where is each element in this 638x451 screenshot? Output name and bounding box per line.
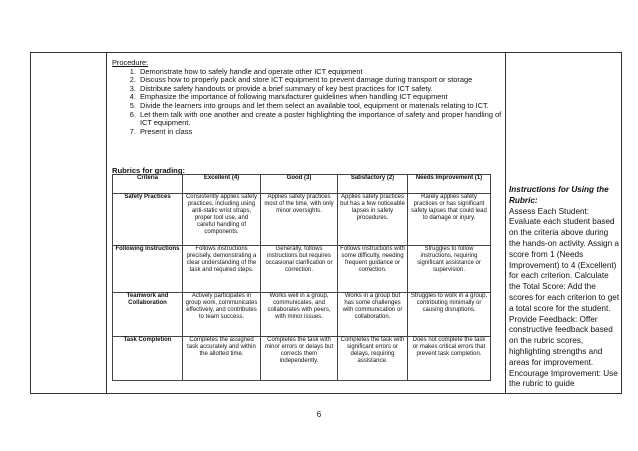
needs-improvement-cell: Struggles to work in a group, contributing minimally or causing disruptions. xyxy=(408,293,491,337)
header-needs-improvement: Needs Improvement (1) xyxy=(408,175,491,194)
header-criteria: Criteria xyxy=(113,175,183,194)
table-row xyxy=(113,337,491,381)
instructions-title: Instructions for Using the Rubric: xyxy=(509,185,609,205)
column-divider-left xyxy=(106,53,107,393)
needs-improvement-cell: Does not complete the task or makes critical errors that prevent task completion. xyxy=(408,337,491,381)
procedure-section xyxy=(112,59,502,136)
rubric-table xyxy=(112,174,491,381)
good-cell: Generally, follows instructions but requires occasional clarification or correction. xyxy=(261,246,338,293)
procedure-step: 1. Demonstrate how to safely handle and operate other ICT equipment xyxy=(138,68,502,77)
criteria-cell: Task Completion xyxy=(113,337,183,381)
excellent-cell: Follows instructions precisely, demonstrating a clear understanding of the task and required steps. xyxy=(183,246,261,293)
satisfactory-cell: Follows instructions with some difficulty, needing frequent guidance or correction. xyxy=(338,246,408,293)
excellent-cell: Actively participates in group work, communicates effectively, and contributes to team success. xyxy=(183,293,261,337)
header-excellent: Excellent (4) xyxy=(183,175,261,194)
good-cell: Applies safety practices most of the time, with only minor oversights. xyxy=(261,194,338,246)
procedure-step: 3. Distribute safety handouts or provide a brief summary of key best practices for ICT safety. xyxy=(138,85,502,94)
needs-improvement-cell: Rarely applies safety practices or has significant safety lapses that could lead to damage or injury. xyxy=(408,194,491,246)
page-number: 6 xyxy=(316,410,322,419)
rubric-title: Rubrics for grading: xyxy=(112,166,185,175)
procedure-step: 2. Discuss how to properly pack and store ICT equipment to prevent damage during transport or storage xyxy=(138,76,502,85)
procedure-step: 4. Emphasize the importance of following manufacturer guidelines when handling ICT equipment xyxy=(138,93,502,102)
satisfactory-cell: Completes the task with significant errors or delays, requiring assistance. xyxy=(338,337,408,381)
rubric-header-row xyxy=(113,175,491,194)
criteria-cell: Following Instructions xyxy=(113,246,183,293)
procedure-step: 7. Present in class xyxy=(138,128,502,137)
good-cell: Completes the task with minor errors or delays but corrects them independently. xyxy=(261,337,338,381)
header-satisfactory: Satisfactory (2) xyxy=(338,175,408,194)
header-good: Good (3) xyxy=(261,175,338,194)
procedure-list xyxy=(112,68,502,137)
criteria-cell: Teamwork and Collaboration xyxy=(113,293,183,337)
satisfactory-cell: Applies safety practices but has a few noticeable lapses in safety procedures. xyxy=(338,194,408,246)
satisfactory-cell: Works in a group but has some challenges with communication or collaboration. xyxy=(338,293,408,337)
excellent-cell: Consistently applies safety practices, including using anti-static wrist straps, proper tool use, and careful handling of components. xyxy=(183,194,261,246)
procedure-heading: Procedure: xyxy=(112,58,149,67)
table-row xyxy=(113,246,491,293)
excellent-cell: Completes the assigned task accurately and within the allotted time. xyxy=(183,337,261,381)
column-divider-right xyxy=(505,53,506,393)
procedure-step: 5. Divide the learners into groups and let them select an available tool, equipment or materials relating to ICT. xyxy=(138,102,502,111)
needs-improvement-cell: Struggles to follow instructions, requiring significant assistance or supervision. xyxy=(408,246,491,293)
table-row xyxy=(113,194,491,246)
criteria-cell: Safety Practices xyxy=(113,194,183,246)
instructions-body: Assess Each Student: Evaluate each student based on the criteria above during the hands-on activity. Assign a score from 1 (Needs Improvement) to 4 (Excellent) for each criterion. Calculate the Total Score: Add the scores for each criterion to get a total score for the student. Provide Feedback: Offer constructive feedback based on the rubric scores, highlighting strengths and areas for improvement. Encourage Improvement: Use the rubric to guide xyxy=(509,206,620,389)
good-cell: Works well in a group, communicates, and collaborates with peers, with minor issues. xyxy=(261,293,338,337)
rubric-instructions xyxy=(509,185,621,390)
procedure-step: 6. Let them talk with one another and create a poster highlighting the importance of safety and proper handling of ICT equipment. xyxy=(138,111,502,128)
table-row xyxy=(113,293,491,337)
